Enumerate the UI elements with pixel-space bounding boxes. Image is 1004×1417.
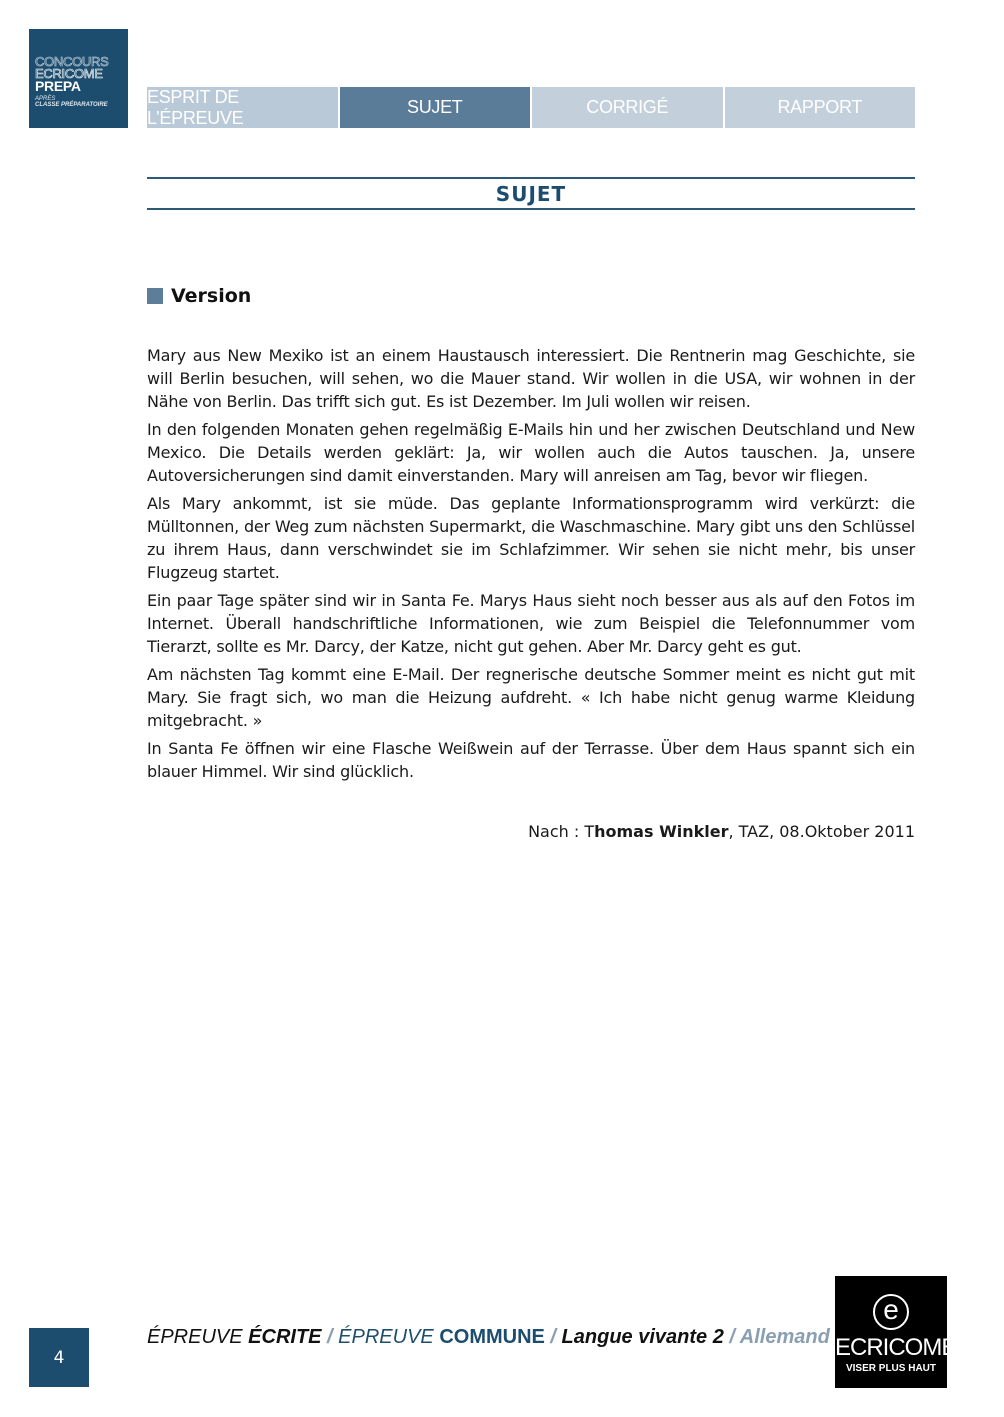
section-title-bar bbox=[147, 177, 915, 210]
logo-mark: e bbox=[883, 1294, 899, 1325]
ecricome-logo bbox=[835, 1276, 957, 1388]
page-number: 4 bbox=[29, 1328, 89, 1387]
section-title: SUJET bbox=[495, 181, 567, 206]
subheading-label: Version bbox=[171, 285, 252, 307]
logo-line-concours: CONCOURS bbox=[35, 54, 109, 69]
footer-commune: COMMUNE bbox=[439, 1326, 545, 1348]
footer-langue: Langue vivante 2 bbox=[561, 1326, 724, 1348]
logo-line-prepa: PREPA bbox=[35, 78, 81, 94]
footer-separator: / bbox=[723, 1326, 740, 1348]
tab-esprit-de-l-epreuve[interactable]: ESPRIT DE L’ÉPREUVE bbox=[147, 87, 338, 128]
tab-rapport[interactable]: RAPPORT bbox=[725, 87, 916, 128]
source-prefix: Nach : T bbox=[528, 822, 595, 841]
logo-line-apres: APRÈS bbox=[35, 96, 56, 102]
source-citation bbox=[528, 820, 915, 843]
tab-sujet[interactable]: SUJET bbox=[340, 87, 531, 128]
paragraph: In Santa Fe öffnen wir eine Flasche Weißwein auf der Terrasse. Über dem Haus spannt sich ein blauer Himmel. Wir sind glücklich. bbox=[147, 739, 915, 781]
source-suffix: , TAZ, 08.Oktober 2011 bbox=[728, 822, 915, 841]
footer-separator: / bbox=[321, 1326, 339, 1348]
footer-ecrite: ÉCRITE bbox=[248, 1326, 322, 1348]
source-author: homas Winkler bbox=[594, 822, 729, 841]
section-tabs bbox=[147, 87, 915, 128]
logo-line-ecricome: ECRICOME bbox=[35, 66, 103, 81]
square-bullet-icon bbox=[147, 288, 163, 304]
footer-epreuve: ÉPREUVE bbox=[147, 1326, 249, 1348]
version-text bbox=[147, 344, 915, 788]
subheading bbox=[147, 285, 251, 307]
footer-epreuve-2: ÉPREUVE bbox=[338, 1326, 440, 1348]
paragraph: Als Mary ankommt, ist sie müde. Das geplante Informationsprogramm wird verkürzt: die Mülltonnen, der Weg zum nächsten Supermarkt, die Waschmaschine. Mary gibt uns den Schlüssel zu ihrem Haus, dann verschwindet sie im Schlafzimmer. Wir sehen sie nicht mehr, bis unser Flugzeug startet. bbox=[147, 494, 915, 582]
concours-ecricome-prepa-logo bbox=[29, 29, 128, 128]
footer-separator: / bbox=[544, 1326, 562, 1348]
paragraph: Am nächsten Tag kommt eine E-Mail. Der regnerische deutsche Sommer meint es nicht gut mit Mary. Sie fragt sich, wo man die Heizung aufdreht. « Ich habe nicht genug warme Kleidung mitgebracht. » bbox=[147, 665, 915, 730]
paragraph: Ein paar Tage später sind wir in Santa Fe. Marys Haus sieht noch besser aus als auf den Fotos im Internet. Überall handschriftliche Informationen, wie zum Beispiel die Telefonnummer vom Tierarzt, sollte es Mr. Darcy, der Katze, nicht gut gehen. Aber Mr. Darcy geht es gut. bbox=[147, 591, 915, 656]
logo-line-classe: CLASSE PRÉPARATOIRE bbox=[35, 102, 108, 108]
logo-tagline: VISER PLUS HAUT bbox=[845, 1363, 936, 1374]
paragraph: In den folgenden Monaten gehen regelmäßig E-Mails hin und her zwischen Deutschland und New Mexico. Die Details werden geklärt: Ja, wir wollen auch die Autos tauschen. Ja, unsere Autoversicherungen sind damit einverstanden. Mary will anreisen am Tag, bevor wir fliegen. bbox=[147, 420, 915, 485]
logo-name: ECRICOME bbox=[835, 1334, 957, 1361]
footer-allemand: Allemand bbox=[739, 1326, 830, 1348]
tab-corrige[interactable]: CORRIGÉ bbox=[532, 87, 723, 128]
footer-exam-label bbox=[147, 1326, 830, 1349]
paragraph: Mary aus New Mexiko ist an einem Haustausch interessiert. Die Rentnerin mag Geschichte, sie will Berlin besuchen, will sehen, wo die Mauer stand. Wir wollen in die USA, wir wohnen in der Nähe von Berlin. Das trifft sich gut. Es ist Dezember. Im Juli wollen wir reisen. bbox=[147, 346, 915, 411]
